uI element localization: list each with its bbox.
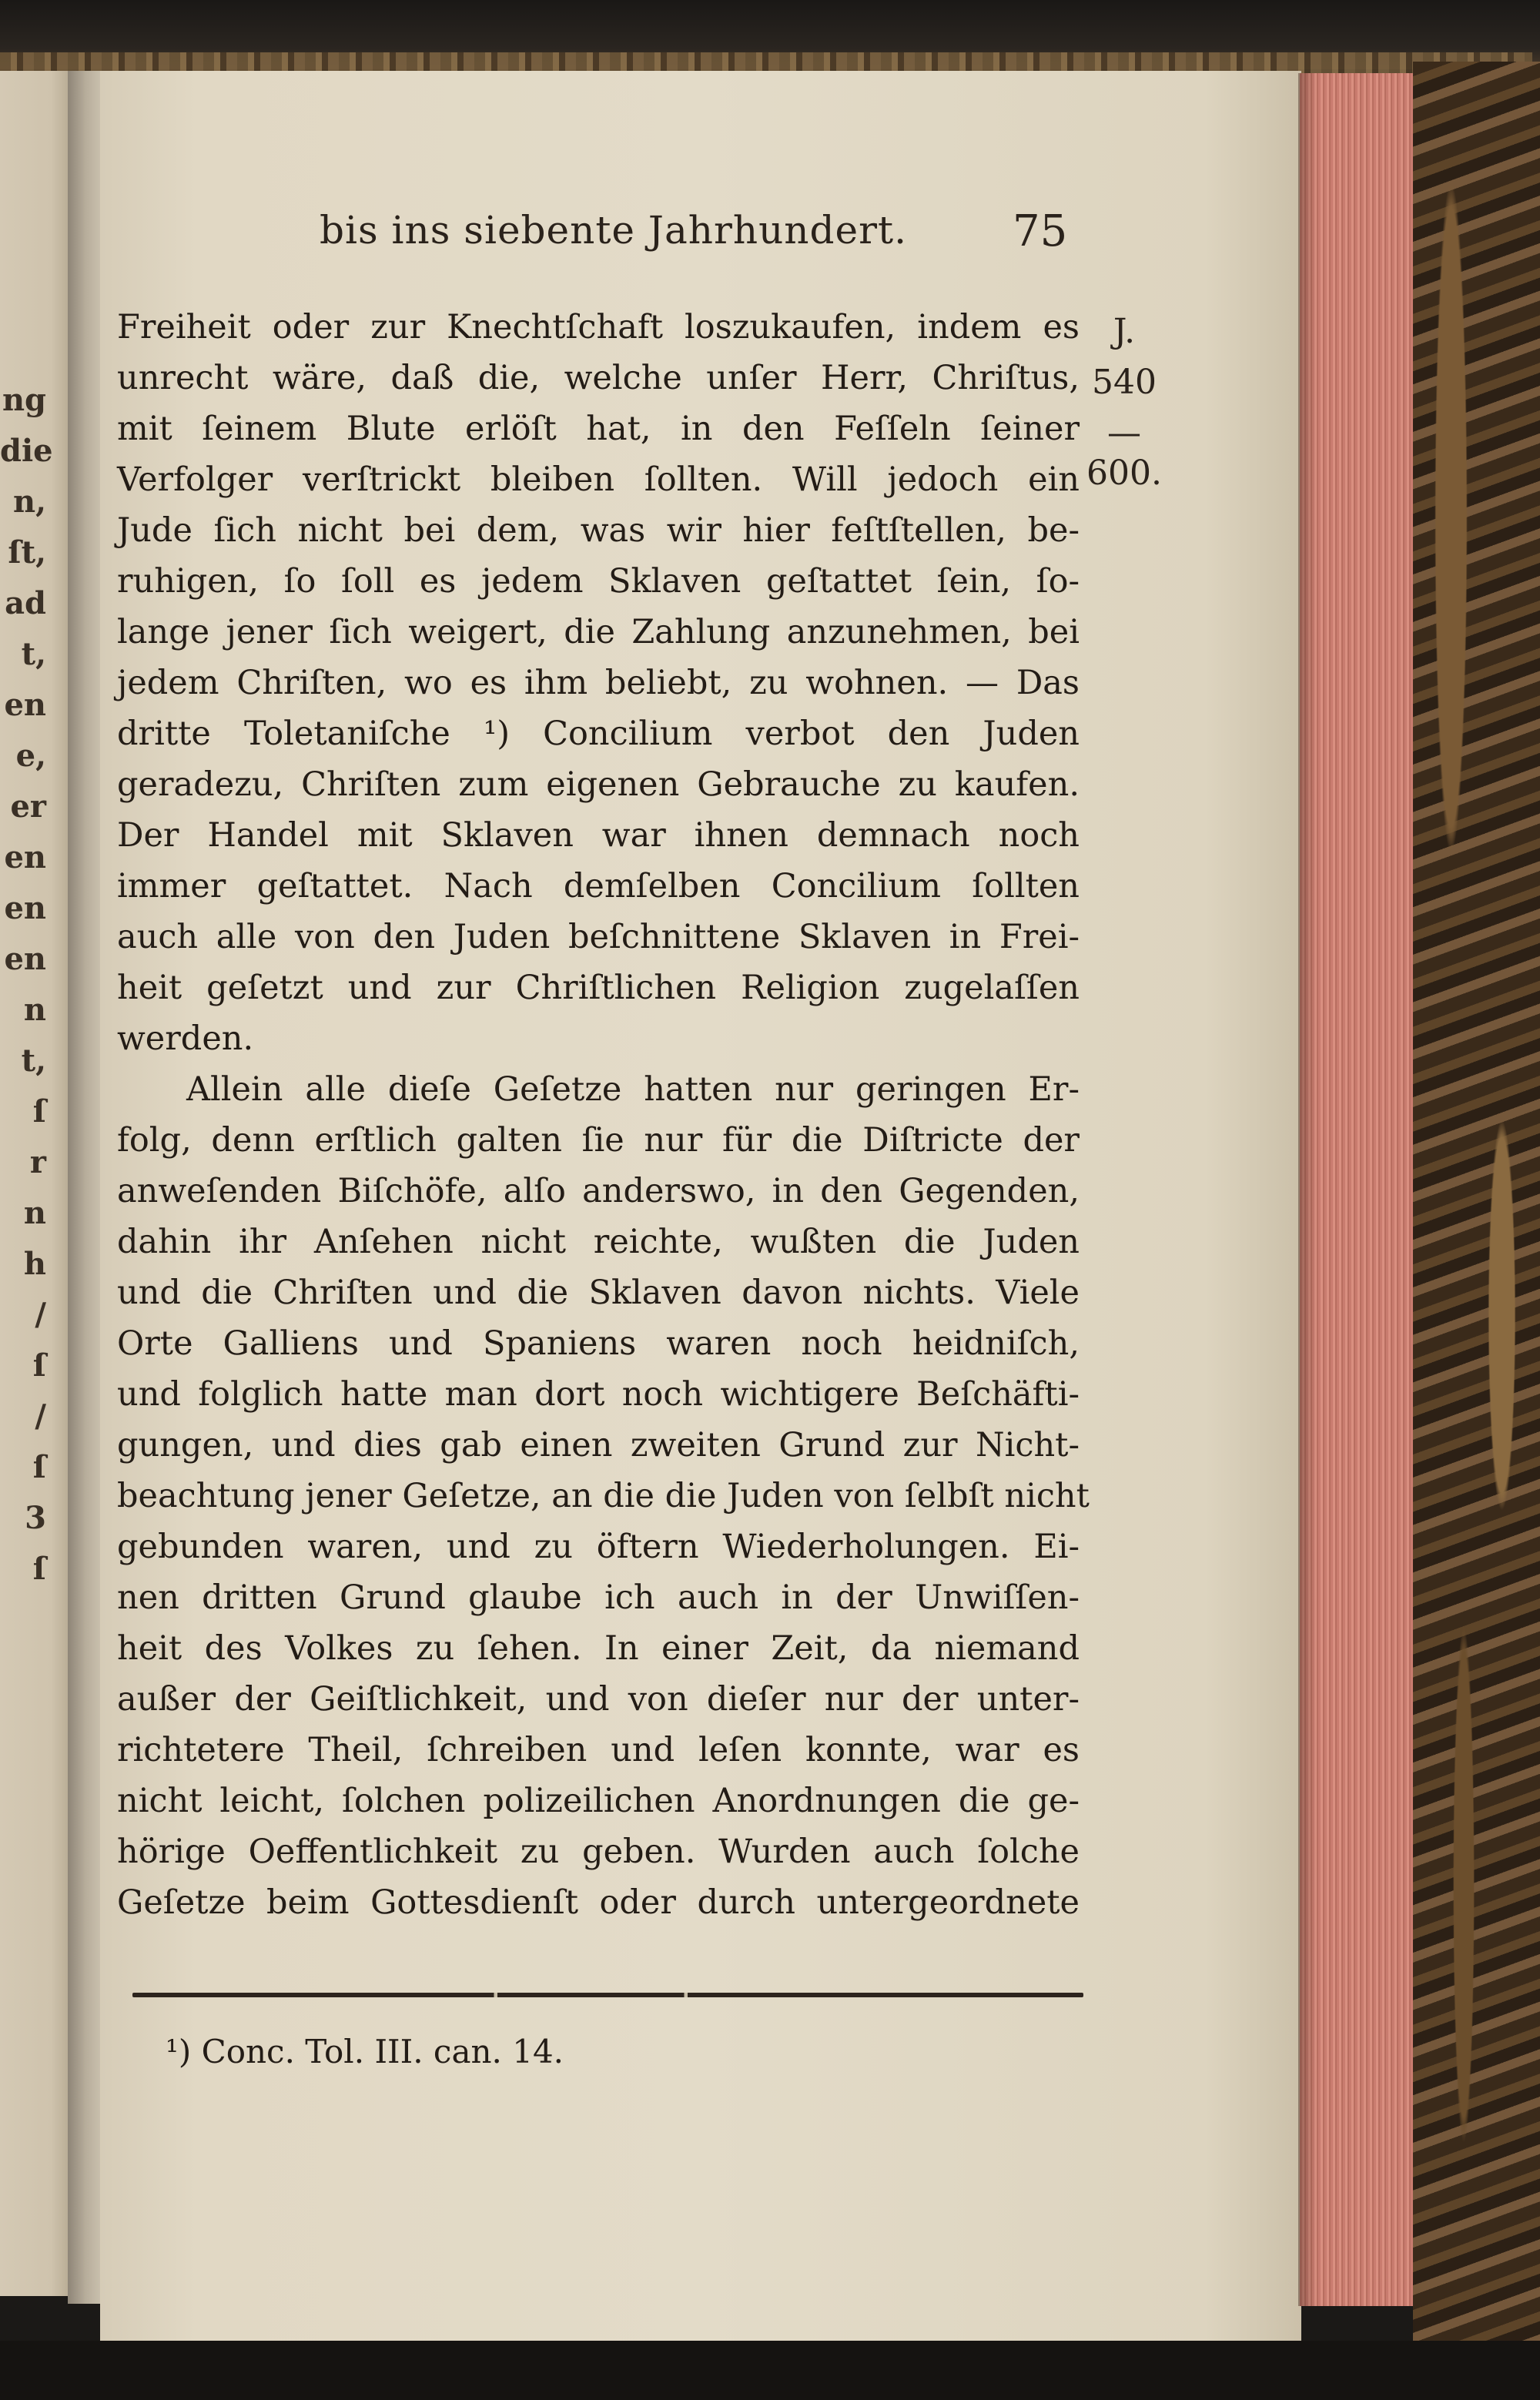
- text-line: Freiheit oder zur Knechtſchaft loszukaufen, indem es: [117, 308, 1080, 346]
- text-line: Der Handel mit Sklaven war ihnen demnach noch: [117, 816, 1080, 855]
- body-text: [117, 302, 1090, 1928]
- text-line: jedem Chriſten, wo es ihm beliebt, zu wohnen. — Das: [117, 664, 1080, 702]
- text-line: außer der Geiſtlichkeit, und von dieſer nur der unter-: [117, 1680, 1080, 1719]
- margin-date-note: [1082, 306, 1167, 499]
- text-line: heit geſetzt und zur Chriſtlichen Religion zugelaſſen: [117, 969, 1080, 1007]
- text-line: dahin ihr Anſehen nicht reichte, wußten die Juden: [117, 1223, 1080, 1261]
- text-line: werden.: [117, 1019, 254, 1058]
- text-line: anweſenden Biſchöfe, alſo anderswo, in den Gegenden,: [117, 1172, 1080, 1210]
- text-line: Geſetze beim Gottesdienſt oder durch untergeordnete: [117, 1883, 1080, 1922]
- text-line: richtetere Theil, ſchreiben und leſen konnte, war es: [117, 1731, 1080, 1769]
- text-line: auch alle von den Juden beſchnittene Sklaven in Frei-: [117, 918, 1080, 956]
- page-block-fore-edge: [1300, 73, 1415, 2306]
- text-line: lange jener ſich weigert, die Zahlung anzunehmen, bei: [117, 613, 1080, 651]
- fore-edge-shadow: [1298, 73, 1317, 2306]
- running-head: bis ins siebente Jahrhundert.: [320, 208, 907, 253]
- text-line: beachtung jener Geſetze, an die die Juden von ſelbſt nicht: [117, 1477, 1090, 1515]
- background-bottom: [0, 2341, 1540, 2400]
- previous-page-text-fragments: ng die n, ſt, ad t, en e, er en en en n t, ſ r n h / ſ / ſ 3 ſ: [0, 382, 53, 1587]
- text-line: mit ſeinem Blute erlöſt hat, in den Feſſeln ſeiner: [117, 410, 1080, 448]
- margin-note-line: 600.: [1086, 454, 1162, 493]
- text-line: geradezu, Chriſten zum eigenen Gebrauche zu kaufen.: [117, 765, 1080, 804]
- text-line: nicht leicht, ſolchen polizeilichen Anordnungen die ge-: [117, 1782, 1080, 1820]
- marbled-cover: [1413, 62, 1540, 2341]
- footnote-rule: [132, 1993, 1083, 1997]
- text-line: unrecht wäre, daß die, welche unſer Herr, Chriſtus,: [117, 359, 1080, 397]
- text-line: gungen, und dies gab einen zweiten Grund zur Nicht-: [117, 1426, 1080, 1464]
- text-line: und die Chriſten und die Sklaven davon nichts. Viele: [117, 1274, 1080, 1312]
- text-line: immer geſtattet. Nach demſelben Concilium ſollten: [117, 867, 1080, 905]
- text-line: und folglich hatte man dort noch wichtigere Beſchäfti-: [117, 1375, 1080, 1414]
- text-line: Allein alle dieſe Geſetze hatten nur geringen Er-: [186, 1070, 1080, 1109]
- margin-note-line: 540: [1092, 363, 1157, 402]
- text-line: Jude ſich nicht bei dem, was wir hier feſtſtellen, be-: [117, 511, 1080, 550]
- margin-note-line: —: [1107, 413, 1141, 453]
- text-line: heit des Volkes zu ſehen. In einer Zeit, da niemand: [117, 1629, 1080, 1668]
- text-line: dritte Toletaniſche ¹) Concilium verbot den Juden: [117, 715, 1080, 753]
- text-line: gebunden waren, und zu öftern Wiederholungen. Ei-: [117, 1528, 1080, 1566]
- page-number: 75: [1013, 206, 1068, 256]
- previous-page: [0, 71, 73, 2296]
- text-line: ruhigen, ſo ſoll es jedem Sklaven geſtattet ſein, ſo-: [117, 562, 1080, 601]
- text-line: folg, denn erſtlich galten ſie nur für die Diſtricte der: [117, 1121, 1080, 1160]
- text-line: hörige Oeffentlichkeit zu geben. Wurden auch ſolche: [117, 1833, 1080, 1871]
- text-line: nen dritten Grund glaube ich auch in der Unwiſſen-: [117, 1578, 1080, 1617]
- footnote: ¹) Conc. Tol. III. can. 14.: [166, 2033, 564, 2070]
- text-line: Orte Galliens und Spaniens waren noch heidniſch,: [117, 1324, 1080, 1363]
- text-line: Verfolger verſtrickt bleiben ſollten. Will jedoch ein: [117, 460, 1080, 499]
- margin-note-line: J.: [1113, 312, 1136, 351]
